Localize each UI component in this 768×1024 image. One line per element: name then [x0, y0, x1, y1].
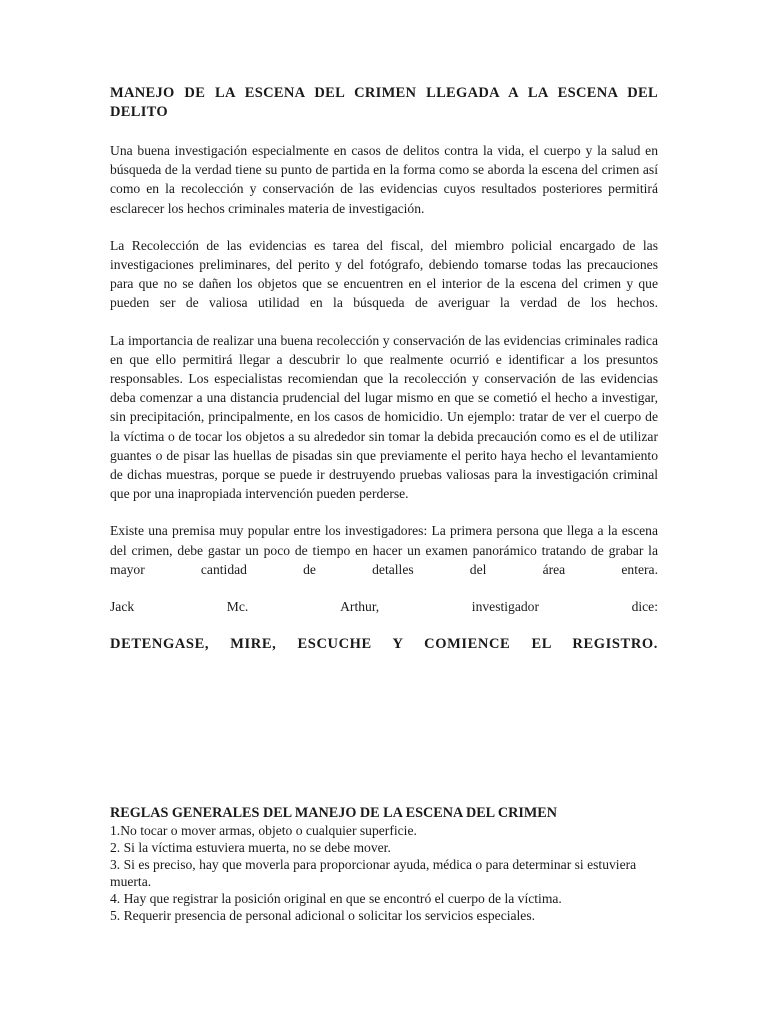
paragraph-2: La Recolección de las evidencias es tarea del fiscal, del miembro policial encargado de las investigaciones preliminares, del perito y del fotógrafo, debiendo tomarse todas las precauciones para que no se dañen los objetos que se encuentren en el interior de la escena del crimen y que pueden ser de valiosa utilidad en la búsqueda de averiguar la verdad de los hechos. [110, 237, 658, 311]
paragraph-3: La importancia de realizar una buena recolección y conservación de las evidencias criminales radica en que ello permitirá llegar a descubrir lo que realmente ocurrió e identificar a los presuntos responsables. Los especialistas recomiendan que la recolección y conservación de las evidencias deba comenzar a una distancia prudencial del lugar mismo en que se cometió el hecho a investigar, sin precipitación, principalmente, en los casos de homicidio. Un ejemplo: tratar de ver el cuerpo de la víctima o de tocar los objetos a su alrededor sin tomar la debida precaución como es el de utilizar guantes o de pisar las huellas de pisadas sin que previamente el perito haya hecho el levantamiento de dichas muestras, porque se puede ir destruyendo pruebas valiosas para la investigación criminal que por una inapropiada intervención pueden perderse. [110, 332, 658, 502]
rule-item: 4. Hay que registrar la posición original en que se encontró el cuerpo de la víctima. [110, 891, 562, 906]
rule-item: 1.No tocar o mover armas, objeto o cualquier superficie. [110, 823, 417, 838]
rule-item: 3. Si es preciso, hay que moverla para proporcionar ayuda, médica o para determinar si estuviera muerta. [110, 857, 637, 889]
attribution-line: Jack Mc. Arthur, investigador dice: [110, 599, 658, 615]
paragraph-4: Existe una premisa muy popular entre los investigadores: La primera persona que llega a la escena del crimen, debe gastar un poco de tiempo en hacer un examen panorámico tratando de grabar la mayor cantidad de detalles del área entera. [110, 523, 658, 577]
rules-title: REGLAS GENERALES DEL MANEJO DE LA ESCENA DEL CRIMEN [110, 805, 558, 821]
paragraph-1: Una buena investigación especialmente en casos de delitos contra la vida, el cuerpo y la salud en búsqueda de la verdad tiene su punto de partida en la forma como se aborda la escena del crimen así como en la recolección y conservación de las evidencias cuyos resultados posteriores permitirá esclarecer los hechos criminales materia de investigación. [110, 143, 658, 216]
rule-item: 2. Si la víctima estuviera muerta, no se debe mover. [110, 840, 391, 855]
rules-section [110, 804, 670, 924]
document-body [110, 84, 658, 654]
document-title: MANEJO DE LA ESCENA DEL CRIMEN LLEGADA A LA ESCENA DEL DELITO [110, 85, 658, 120]
rule-item: 5. Requerir presencia de personal adicional o solicitar los servicios especiales. [110, 908, 536, 923]
quote-line: DETENGASE, MIRE, ESCUCHE Y COMIENCE EL REGISTRO. [110, 636, 658, 653]
